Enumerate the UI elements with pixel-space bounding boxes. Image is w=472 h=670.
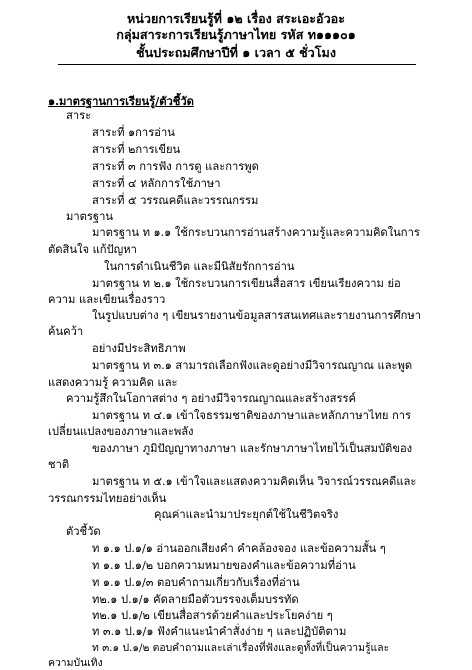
- indicator-label: ตัวชี้วัด: [66, 525, 101, 538]
- standard-text: ชาติ: [48, 458, 70, 471]
- grade-time-line: ชั้นประถมศึกษาปีที่ ๑ เวลา ๕ ชั่วโมง: [136, 45, 336, 60]
- indicator-item: ท๒.๑ ป.๑/๑ คัดลายมือตัวบรรจงเต็มบรรทัด: [92, 593, 299, 606]
- indicator-item: ท๒.๑ ป.๑/๒ เขียนสื่อสารด้วยคำและประโยคง่าย ๆ: [92, 609, 333, 622]
- standard-text: ตัดสินใจ แก้ปัญหา: [48, 243, 137, 256]
- standard-text: ความรู้สึกในโอกาสต่าง ๆ อย่างมีวิจารณญาณและสร้างสรรค์: [66, 392, 356, 405]
- subject-line: กลุ่มสาระการเรียนรู้ภาษาไทย รหัส ท๑๑๑๐๑: [116, 27, 356, 42]
- strand-item: สาระที่ ๕ วรรณคดีและวรรณกรรม: [92, 194, 259, 207]
- standard-text: ค้นคว้า: [48, 325, 84, 338]
- standard-text: วรรณกรรมไทยอย่างเห็น: [48, 492, 167, 505]
- standard-text: คุณค่าและนำมาประยุกต์ใช้ในชีวิตจริง: [154, 508, 339, 521]
- indicator-item: ความบันเทิง: [48, 657, 103, 669]
- standard-text: มาตรฐาน ท ๒.๑ ใช้กระบวนการเขียนสื่อสาร เขียนเรียงความ ย่อ: [92, 277, 401, 290]
- standard-text: อย่างมีประสิทธิภาพ: [92, 342, 186, 355]
- standard-text: มาตรฐาน ท ๓.๑ สามารถเลือกฟังและดูอย่างมีวิจารณญาณ และพูด: [92, 359, 413, 372]
- strand-item: สาระที่ ๓ การฟัง การดู และการพูด: [92, 160, 259, 173]
- strand-item: สาระที่ ๔ หลักการใช้ภาษา: [92, 177, 221, 190]
- indicator-item: ท ๓.๑ ป.๑/๑ ฟังคำแนะนำคำสั่งง่าย ๆ และปฏิบัติตาม: [92, 625, 347, 638]
- indicator-item: ท ๓.๑ ป.๑/๒ ตอบคำถามและเล่าเรื่องที่ฟังและดูทั้งที่เป็นความรู้และ: [92, 642, 390, 654]
- indicator-item: ท ๑.๑ ป.๑/๑ อ่านออกเสียงคำ คำคล้องจอง และข้อความสั้น ๆ: [92, 542, 386, 555]
- standard-text: ของภาษา ภูมิปัญญาทางภาษา และรักษาภาษาไทยไว้เป็นสมบัติของ: [92, 442, 413, 455]
- strand-label: สาระ: [66, 109, 92, 122]
- standard-text: ในการดำเนินชีวิต และมีนิสัยรักการอ่าน: [104, 260, 295, 273]
- standard-text: ความ และเขียนเรื่องราว: [48, 293, 166, 306]
- standard-text: เปลี่ยนแปลงของภาษาและพลัง: [48, 425, 194, 438]
- indicator-item: ท ๑.๑ ป.๑/๒ บอกความหมายของคำและข้อความที่อ่าน: [92, 559, 356, 572]
- strand-item: สาระที่ ๒การเขียน: [92, 143, 181, 156]
- standard-text: มาตรฐาน ท ๔.๑ เข้าใจธรรมชาติของภาษาและหลักภาษาไทย การ: [92, 409, 412, 422]
- section-heading: ๑.มาตรฐานการเรียนรู้/ตัวชี้วัด: [48, 94, 194, 108]
- standard-text: ในรูปแบบต่าง ๆ เขียนรายงานข้อมูลสารสนเทศและรายงานการศึกษา: [92, 309, 422, 322]
- strand-item: สาระที่ ๑การอ่าน: [92, 126, 175, 139]
- standard-text: มาตรฐาน ท ๕.๑ เข้าใจและแสดงความคิดเห็น วิจารณ์วรรณคดีและ: [92, 475, 417, 488]
- standard-text: แสดงความรู้ ความคิด และ: [48, 376, 178, 389]
- standard-text: มาตรฐาน ท ๑.๑ ใช้กระบวนการอ่านสร้างความรู้และความคิดในการ: [92, 226, 420, 239]
- indicator-item: ท ๑.๑ ป.๑/๓ ตอบคำถามเกี่ยวกับเรื่องที่อ่าน: [92, 576, 300, 589]
- header-divider: [58, 64, 416, 65]
- unit-title: หน่วยการเรียนรู้ที่ ๑๒ เรื่อง สระเอะอัวอะ: [127, 11, 345, 26]
- standard-label: มาตรฐาน: [66, 210, 114, 223]
